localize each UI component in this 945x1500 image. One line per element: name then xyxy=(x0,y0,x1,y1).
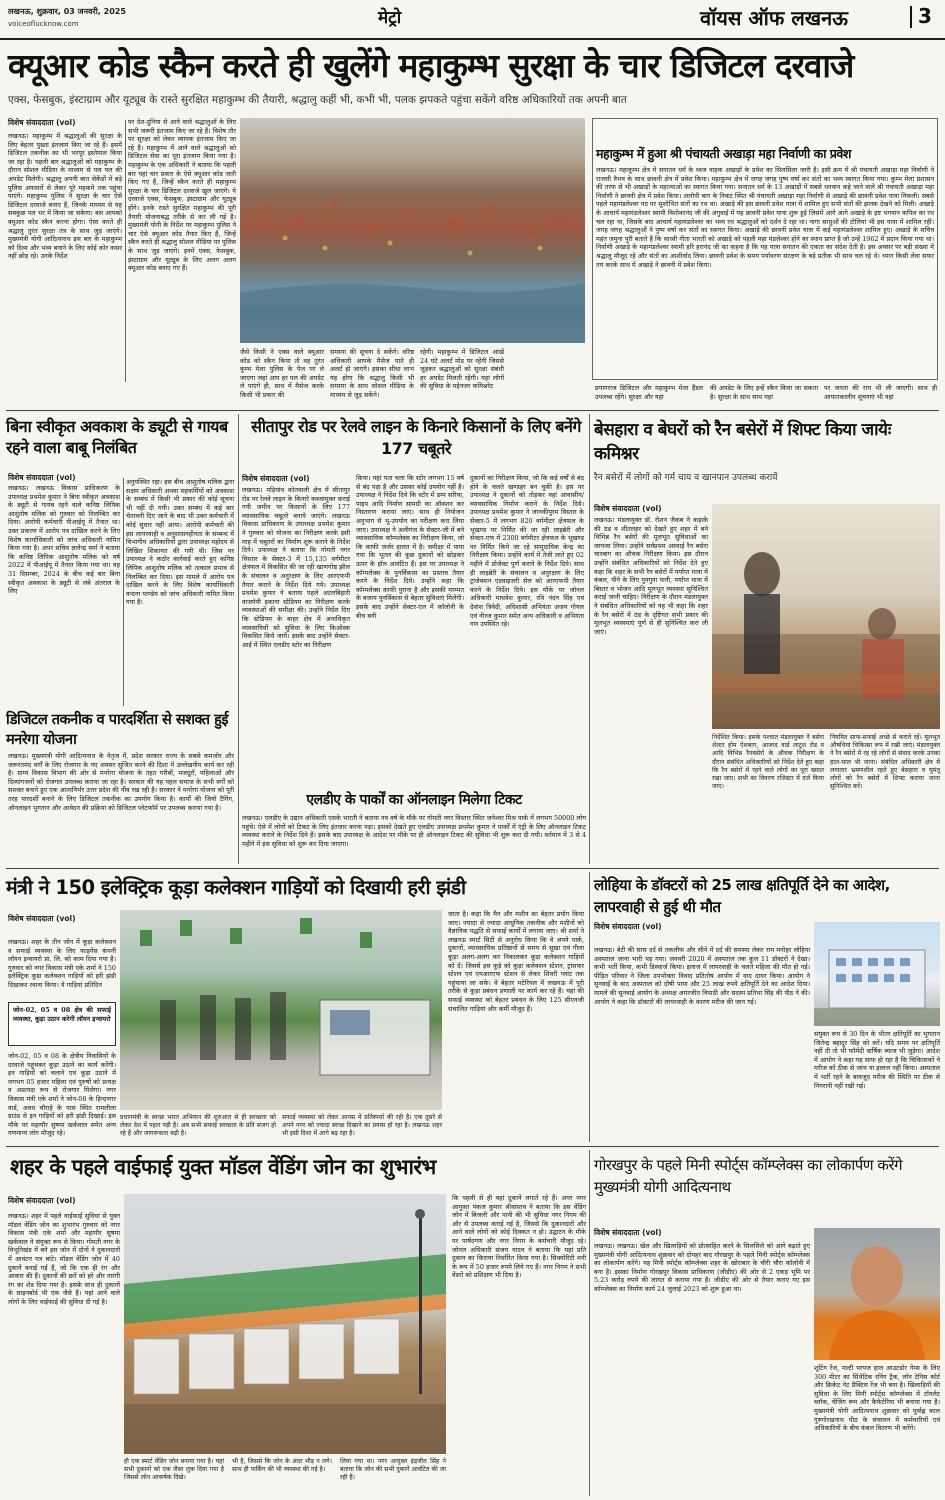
portrait-illustration xyxy=(814,1228,940,1360)
vehicles-pull-box: जोन-02, 05 व 08 क्षेत्र की सफाई व्यवस्था, कूड़ा उठान करेगी लॉयन इन्वायरो xyxy=(8,1002,116,1046)
sitapur-col2: किया। यहां पता चला कि स्टोर लगभग 15 वर्ष से बंद पड़ा है और उसका कोई उपयोग नहीं है। उपाध्यक्ष ने निर्देश दिये कि स्टोर में डम्प सरिया, पाइप आदि निर्माण सामग्री का ऑक्शन कर निस्तारण कराया जाए। साथ ही नियोजन अनुभाग से भू-उपयोग का परीक्षण करा लिया जाए। उपाध्यक्ष ने अलीगंज के सेक्टर-जी में बने व्यावसायिक कॉम्पलेक्स का निरीक्षण किया, जो कि काफी जर्जर हालत में है। समीक्षा में पाया गया कि भूतल की कुछ दुकानों को छोड़कर ऊपर के हॉल आवंटित हैं। इस पर उपाध्यक्ष ने कॉम्पलेक्स के पुनर्विकास का प्रस्ताव तैयार करने के निर्देश दिये। उन्होंने कहा कि कॉम्पलेक्स काफी पुराना है और इसकी मरम्मत के बजाय पुनर्विकास से बेहतर सुविधाएं मिलेंगी। इसके बाद उन्होंने सेक्टर-एल में कॉलोनी के बीच बनी xyxy=(356,474,464,620)
lda-body: लखनऊ। एलडीए के उद्यान अधिकारी एसके भारती ने बताया नव वर्ष के मौके पर गोमती नगर विस्तार स्थित जनेश्वर मिश्र पार्क में लगभग 50000 लोग पहुंचे। ऐसे में लोगों को टिकट के लिए इंतजार करना पड़ा। इसको देखते हुए एलडीए उपाध्यक्ष प्रथमेश कुमार ने पार्कों में एंट्री के लिए ऑनलाइन टिकट व्यवस्था कराने के निर्देश दिये हैं। इसके बाद उपाध्यक्ष के आदेश पर मौके पर ही ऑनलाइन टिकट की सुविधा भी शुरू करा दी गयी। वर्तमान में 3 से 4 महीने में इस सुविधा को शुरू कर दिया जाएगा। xyxy=(242,814,586,848)
sitapur-byline: विशेष संवाददाता (vol) xyxy=(242,474,310,483)
section-name: मेट्रो xyxy=(378,8,402,28)
vending-headline: शहर के पहले वाईफाई युक्त मॉडल वेंडिंग जोन का शुभारंभ xyxy=(10,1155,436,1179)
vending-caption1: ही एक स्मार्ट वेंडिंग जोन बनाया गया है। यहां सभी दुकानों को एक जैसा लुक दिया गया है जिससे जोन आकर्षक दिखे। xyxy=(124,1458,224,1482)
babu-col2: अनुपस्थित रहा। इस बीच आशुतोष मलिक द्वारा सक्षम अधिकारी अथवा सहकर्मियों को अवकाश के सम्बंध में किसी भी प्रकार की कोई सूचना भी नहीं दी गयी। उक्त सम्बंध में कई बार चेतावनी दिए जाने के बाद भी उक्त कर्मचारी में कोई सुधार नहीं आया। आरोपी कर्मचारी की इस लापरवाही व अनुशासनहीनता के सम्बन्ध में विभागीय अधिकारियों द्वारा उपाध्यक्ष महोदय से लिखित शिकायत की गयी थी। जिस पर उपाध्यक्ष ने कठोर कार्रवाई करते हुए कनिष्ठ लिपिक आशुतोष मलिक को तत्काल प्रभाव से निलम्बित कर दिया। इस मामले में आरोप पत्र दाखिल करने के लिए विशेष कार्याधिकारी वन्दना पाण्डेय को जांच अधिकारी नामित किया गया है। xyxy=(126,478,234,607)
left-column-rule xyxy=(238,414,239,864)
mnrega-body: लखनऊ। मुख्यमंत्री योगी आदित्यनाथ के नेतृत्व में, प्रदेश सरकार राज्य के सबसे कमजोर और जरूरतमंद वर्गों के लिए रोजगार के नए अवसर सुजित करने की दिशा में उल्लेखनीय कार्य कर रही है। ग्राम्य विकास विभाग की ओर से मनरेगा योजना के तहत गरीबों, मजदूरों, महिलाओं और दिव्यांगजनों को रोजगार उपलब्ध कराया जा रहा है। सरकार की यह पहल समाज के सभी वर्गों को सशक्त बनाने हुए एक आत्मनिर्भर उत्तर प्रदेश की नींव रख रही है। सरकार ने मनरेगा योजना को पूरी तरह पारदर्शी बनाने के लिए डिजिटल तकनीक का उपयोग किया है। कार्यों की जियो टैगिंग, ऑनलाइन भुगतान और आवेदन की प्रक्रिया को डिजिटल प्लेटफॉर्म पर उपलब्ध कराया गया है। xyxy=(8,752,234,812)
babu-headline: बिना स्वीकृत अवकाश के ड्यूटी से गायब रहने वाला बाबू निलंबित xyxy=(6,417,228,457)
middle-right-rule xyxy=(589,414,590,864)
babu-col-rule xyxy=(123,478,124,706)
sitapur-col1: लखनऊ। मड़ियांव कोतवाली क्षेत्र में सीतापुर रोड पर रेलवे लाइन के किनारे कब्जामुक्त कराई गयी जमीन पर किसानों के लिए 177 व्यावसायिक चबूतरे बनाये जाएंगे। लखनऊ विकास प्राधिकरण के उपाध्यक्ष प्रथमेश कुमार ने गुरुवार को योजना का निरीक्षण करके इसी माह में चबूतरों का निर्माण शुरू कराने के निर्देश दिये। उपाध्यक्ष ने बताया कि गोमती नगर विस्तार के सेक्टर-3 में 15,135 वर्गमीटर क्षेत्रफल में विकसित की जा रही खाणगोष्ठ झील के संचालन व अनुरक्षण के लिए आरएफपी तैयार कराने के निर्देश दिये गये। उपाध्यक्ष प्रथमेश कुमार ने बताया पहले अटलबिहारी वाजपेयी इकाना स्टेडियम का निरीक्षण करके व्यवस्थाओं की समीक्षा की। उन्होंने निर्देश दिए कि स्टेडियम के बाहर क्षेत्र में अनाधिकृत व्यवसायियों को सुविधा के लिए किओस्क विकसित किये जायें। इसके बाद उन्होंने सेक्टर-आई में स्थित एलडीए स्टोर का निरीक्षण xyxy=(242,486,350,649)
vending-caption2: भी है, जिससे कि जोन के अंदर भीड़ न लगे। साथ ही पार्किंग की भी व्यवस्था की गई है। xyxy=(232,1458,332,1474)
vehicles-col3: जाता है। कहा कि मैन और मशीन का बेहतर प्रयोग किया जाए। ज्यादा से ज्यादा आधुनिक तकनीक और मशीनों को वैज्ञानिक पद्धति से सफाई कार्यों में लगाया जाए। श्री शर्मा ने लखनऊ स्मार्ट सिटी से अनुरोध किया कि वे अपने पार्क, दुकानों, व्यावसायिक प्रतिष्ठानों से समय से सूखा एवं गीला कूड़ा अलग-अलग कर निकालकर कूड़ा कलेक्शन गाड़ियों को दें। जिससे इस कूड़े को कूड़ा कलेक्शन स्टेशन, ट्रांसफर स्टेशन एवं एमआरएफ स्टेशन से लेकर शिवरी प्लांट तक पहुंचाया जा सके। वे बेहतर मटेरियल में लखनऊ में पूरी तरीके से कूड़ा प्रबंधन प्रणाली पर कार्य कर रहे हैं। यहां की सफाई व्यवस्था को बेहतर प्रबंधन के लिए 125 सीएनजी संचालित गाड़ियां और कर्मी मौजूद हैं। xyxy=(448,910,584,1013)
rain-basera-caption2: नियमित साफ-सफाई अच्छे से कराते रहें। मूलभूत औषधियां चिकित्सा रूप में रखी जाएं। मंडलायुक्त ने रैन बसेरों में रह रहे लोगों से संवाद करके उनका हाल-चाल भी जाना। संबंधित अधिकारी क्षेत्र में लगातार भ्रमणशील रहते हुए बेसहारा व घुमंतू लोगों को रैन बसेरों में शिफ्ट कराया जाना सुनिश्चित करें। xyxy=(830,734,940,791)
vending-col1: लखनऊ। शहर में पहले वाईफाई सुविधा से युक्त मॉडल वेंडिंग जोन का शुभारंभ गुरुवार को नगर विकास मंत्री एके शर्मा और महापौर सुषमा खर्कवाल ने संयुक्त रूप से किया। गोमती नगर के विभूतिखंड में बने इस जोन में दोनों ने दुकानदारों में आवंटन पत्र बांटे। मॉडल वेंडिंग जोन में 40 दुकानें बनाई गई हैं, जो कि एक ही रंग और आकार की हैं। दुकानों की छतें को हरे और नारंगी रंग का शेड दिया गया है। इसके साथ ही दुकानों के साइनबोर्ड भी एक जैसे हैं। यहां आने वाले लोगों के लिए वाईफाई की सुविधा दी गई है। xyxy=(8,1212,120,1306)
vehicles-headline: मंत्री ने 150 इलेक्ट्रिक कूड़ा कलेक्शन गाड़ियों को दिखायी हरी झंडी xyxy=(6,876,466,899)
flag-off-illustration xyxy=(120,910,442,1110)
crowd-illustration xyxy=(240,118,585,343)
vending-col3: कि पहली से ही वहां दुकानें लगाते रहे हैं। अपर नगर आयुक्त पंकज कुमार श्रीवास्तव ने बताया कि इस वेंडिंग जोन में बिजली और पानी की भी सुविधा नगर निगम की ओर से उपलब्ध कराई गई है, जिससे कि दुकानदारों और आने वाले लोगों को कोई दिक्कत न हो। उद्घाटन के मौके पर पार्षदगण और नगर निगम के कर्मचारी मौजूद रहे। जोनल अधिकारी संजय यादव ने बताया कि यहां प्रति दुकान का किराया निर्धारित किया गया है। सिक्योरिटी मनी के रूप में 50 हजार रुपये लिये गए हैं। नगर निगम ने सभी वेंडरों को प्रशिक्षण भी दिया है। xyxy=(452,1194,586,1280)
lead-below-col6: पर जनता की राय भी ली जाएगी। साथ ही आपातकालीन सूचनाएं भी यहां xyxy=(824,384,937,401)
lead-byline: विशेष संवाददाता (vol) xyxy=(8,118,76,127)
lead-below-col1: जैसे किसी ने एक्स वाले क्यूआर कोड को स्कैन किया तो वह तुरंत कुम्भ मेला पुलिस के पेज पर ले जाएगा जहां आप हर पल की अपडेट ले पाएंगे ही, साथ में मैसेज करके किसी भी प्रकार की xyxy=(240,348,324,399)
lead-below-col3: रहेगी। महाकुम्भ में डिजिटल आंखें 24 घंटे अलर्ट मोड पर रहेंगी जिससे जुड़कर श्रद्धालुओं को सुरक्षा संबंधी हर अपडेट मिलती रहेगी। यहां लोगों की सुविधा के मद्देनजर कमिश्नरेट xyxy=(420,348,504,391)
vending-caption3: लिया गया था। नगर आयुक्त इंद्रजीत सिंह ने बताया कि जोन की सभी दुकानें आवंटित की जा रही हैं। xyxy=(340,1458,446,1482)
vehicles-byline: विशेष संवाददाता (vol) xyxy=(8,914,76,923)
vending-byline: विशेष संवाददाता (vol) xyxy=(8,1196,76,1205)
babu-col1: लखनऊ। लखनऊ विकास प्राधिकरण के उपाध्यक्ष प्रथमेश कुमार ने बिना स्वीकृत अवकाश के ड्यूटी से गायब रहने वाले कनिष्ठ लिपिक आशुतोष मलिक को गुरुवार को निलम्बित कर दिया। आरोपी कर्मचारी पीआईयू में तैनात था। उक्त प्रकरण में आरोप पत्र दाखिल करने के लिए विशेष कार्याधिकारी को जांच अधिकारी नामित किया गया है। अपर सचिव ज्ञानेन्द्र वर्मा ने बताया कि कनिष्ठ लिपिक आशुतोष मलिक को वर्ष 2022 में पीआईयू में तैनात किया गया था। वह 31 दिसम्बर, 2024 के बीच कई बार बिना स्वीकृत अवकाश के ड्यूटी से लंबे अंतराल के लिए xyxy=(8,484,120,596)
date-line: लखनऊ, शुक्रवार, 03 जनवरी, 2025 xyxy=(8,7,126,16)
rain-basera-byline: विशेष संवाददाता (vol) xyxy=(594,504,662,513)
sports-col1: लखनऊ। लखनऊ। खेल और खिलाड़ियों को प्रोत्साहित करने के सिलसिले को आगे बढ़ाते हुए मुख्यमंत्री योगी आदित्यनाथ शुक्रवार को दोपहर बाद गोरखपुर के पहले मिनी स्पोर्ट्स कॉम्प्लेक्स का लोकार्पण करेंगे। यह मिनी स्पोर्ट्स कॉम्प्लेक्स शहर के खोराबार के चौरी चौरा कॉलोनी में बना है। इसका निर्माण गोरखपुर विकास प्राधिकरण (जीडीए) की ओर से 2 एकड़ भूमि पर 5.23 करोड़ रुपये की लागत से कराया गया है। जीडीए की ओर से तैयार कराए गए इस कॉम्प्लेक्स का निर्माण कार्य 24 जुलाई 2023 को शुरू हुआ था। xyxy=(594,1242,810,1293)
sitapur-headline: सीतापुर रोड पर रेलवे लाइन के किनारे किसानों के लिए बनेंगे 177 चबूतरे xyxy=(251,417,581,458)
page-divider xyxy=(910,6,912,28)
vehicles-caption-a: प्रधानमंत्री के स्वच्छ भारत अभियान की शुरुआत से ही स्वच्छता को लेकर देश में पहल पड़ी है। अब सभी सफाई स्वच्छता के प्रति सजग हो रहे हैं और जागरूकता बढ़ी है। xyxy=(120,1114,276,1138)
shelter-illustration xyxy=(712,504,940,729)
hospital-photo xyxy=(814,922,940,1026)
lead-col1: लखनऊ। महाकुम्भ में श्रद्धालुओं की सुरक्षा के लिए बेहतर पुख्ता इंतजाम किए जा रहे हैं। इसमें डिजिटल तकनीक का भी भरपूर इस्तेमाल किया जा रहा है। पहली बार श्रद्धालुओं को महाकुम्भ के दौरान सोशल मीडिया के माध्यम से पल पल की अपडेट मिलेगी। श्रद्धालु अपनी बात सेकेंडों में बड़े पुलिस अफसरों से लेकर पूरे महकमे तक पहुंचा पाएंगे। महाकुम्भ पुलिस ने सुरक्षा के चार ऐसे डिजिटल दरवाजे बनाए हैं, जिनके माध्यम से यह सबकुछ पल भर में किया जा सकेगा। बस आपको क्यूआर कोड स्कैन करना होगा। ऐसा करते ही श्रद्धालु तुरंत सुरक्षा तंत्र के साथ जुड़ जाएंगे। मुख्यमंत्री योगी आदित्यनाथ इस बार के महाकुम्भ को दिव्य और भव्य बनाने के लिए कोई कोर कसर नहीं छोड़ रहे। उनके निर्देश xyxy=(8,132,122,261)
lead-col-rule xyxy=(125,120,126,382)
lower-mid-rule xyxy=(589,872,590,1142)
lead-below-col5: की अपडेट के लिए इन्हें स्कैन किया जा सकता है। सुरक्षा के साथ साथ यहां xyxy=(710,384,818,401)
rain-basera-subhead: रैन बसेरों में लोगों को गर्म चाय व खानपान उपलब्ध करायें xyxy=(594,473,778,483)
rain-basera-photo xyxy=(712,504,940,729)
lohia-headline: लोहिया के डॉक्टरों को 25 लाख क्षतिपूर्ति देने का आदेश, लापरवाही से हुई थी मौत xyxy=(594,876,890,916)
mnrega-headline: डिजिटल तकनीक व पारदर्शिता से सशक्त हुई मनरेगा योजना xyxy=(6,712,228,748)
kumbh-crowd-photo xyxy=(240,118,585,343)
lda-headline: एलडीए के पार्कों का ऑनलाइन मिलेगा टिकट xyxy=(306,792,522,808)
lead-below-col4: प्रयागराज डिजिटल और महाकुम्भ मेला हैंडल उपलब्ध रहेंगे। सुरक्षा और यहां xyxy=(595,384,703,401)
sports-headline: गोरखपुर के पहले मिनी स्पोर्ट्स कॉम्प्लेक्स का लोकार्पण करेंगे मुख्यमंत्री योगी आदित्यनाथ xyxy=(594,1156,903,1196)
lead-headline: क्यूआर कोड स्कैन करते ही खुलेंगे महाकुम्भ सुरक्षा के चार डिजिटल दरवाजे xyxy=(8,46,854,85)
vending-illustration xyxy=(124,1194,446,1454)
page-number: 3 xyxy=(918,4,932,28)
lower-rule xyxy=(6,1146,939,1147)
vehicles-col1: लखनऊ। शहर के तीन जोन में कूड़ा कलेक्शन व सफाई व्यवस्था के लिए फाइनेंस कंपनी लॉयन इन्वायरो प्रा. लि. को काम दिया गया है। गुरुवार को नगर विकास मंत्री एके शर्मा ने 150 इलेक्ट्रिक कूड़ा कलेक्शन गाड़ियों को हरी झंडी दिखाकर रवाना किया। ये गाड़ियां प्रतिदिन xyxy=(8,938,116,989)
lead-col2: पर देश-दुनिया से आने वाले श्रद्धालुओं के लिए सभी जरूरी इंतजाम किए जा रहे हैं। विशेष तौर पर सुरक्षा को लेकर व्यापक इंतजाम किए जा रहे हैं। महाकुम्भ में आने वाले श्रद्धालुओं को डिजिटल सेवा का पूरा इंतजाम किया गया है। महाकुम्भ के एक अधिकारी ने बताया कि पहली बार यहां चार प्रकार के ऐसे क्यूआर कोड जारी किए गए हैं, जिन्हें स्कैन करते ही महाकुम्भ सुरक्षा के चार डिजिटल दरवाजे खुल जाएंगे। ये दरवाजे एक्स, फेसबुक, इंस्टाग्राम और यूट्यूब होंगे। इनके रास्ते सुरक्षित महाकुम्भ की पूरी तैयारी योजनाबद्ध तरीके से कर ली गई है। मुख्यमंत्री योगी के निर्देश पर महाकुम्भ पुलिस ने चार ऐसे क्यूआर कोड तैयार किए हैं, जिन्हें स्कैन करते ही श्रद्धालु सोशल मीडिया पर पुलिस के साथ जुड़ जाएंगे। इनमें एक्स, फेसबुक, इंस्टाग्राम और यूट्यूब के लिए अलग अलग क्यूआर कोड बनाए गए हैं। xyxy=(128,118,236,273)
cm-portrait-photo xyxy=(814,1228,940,1360)
vending-zone-photo xyxy=(124,1194,446,1454)
sports-byline: विशेष संवाददाता (vol) xyxy=(594,1228,662,1237)
lead-below-col2: समस्या की सूचना दे सकेंगे। वरिष्ठ अधिकारी आपके मैसेज पाते ही अलर्ट हो जाएंगे। इसका सीधा लाभ यह होगा कि श्रद्धालु किसी भी समस्या के साथ सोशल मीडिया के माध्यम से जुड़ सकेंगे। xyxy=(330,348,414,399)
hospital-illustration xyxy=(814,922,940,1026)
rain-basera-caption1: निर्देशित किया। इसके पश्चात मंडलायुक्त ने बसेरा शेल्टर होम ऐशबाग, आजाद वार्ड लाटूश रोड व आदि विभिन्न रैनबसेरों के औचक निरीक्षण के दौरान संबंधित अधिकारियों को निर्देश देते हुए कहा कि रैन बसेरों में रहने वाले लोगों का पूरा ख्याल रखा जाए। सभी का विवरण रजिस्टर में दर्ज किया जाए। xyxy=(712,734,824,791)
rain-basera-col1: लखनऊ। मंडलायुक्त डॉ. रोशन जैकब ने कड़ाके की ठंड व शीतलहर को देखते हुए शहर में बने विभिन्न रैन बसेरों की मूलभूत सुविधाओं का जायजा लिया। उन्होंने सर्वप्रथम अस्थाई रैन बसेरा चारबाग का औचक निरीक्षण किया। इस दौरान उन्होंने संबंधित अधिकारियों को निर्देश देते हुए कहा कि शहर के सभी रैन बसेरों में पर्याप्त मात्रा में कंबल, पीने के लिए गुनगुना पानी, पर्याप्त मात्रा में बिस्तर व भोजन आदि मूलभूत व्यवस्था सुनिश्चित कराई जानी चाहिए। निरीक्षण के दौरान मंडलायुक्त ने संबंधित अधिकारियों को यह भी कहा कि शहर के रैन बसेरों में ठंड के दृष्टिगत सभी प्रकार की मूलभूत व्यवस्थाएं पूर्ण से ही सुनिश्चित करा ली जाएं। xyxy=(594,516,708,636)
bottom-mid-rule xyxy=(589,1150,590,1496)
sports-col2: शूटिंग रेंज, मल्टी परपज हाल आउटडोर गेम्स के लिए 300 मीटर का सिंथेटिक रनिंग ट्रैक, लॉन टेनिस कोर्ट और क्रिकेट नेट प्रैक्टिस रेंज भी बना है। खिलाड़ियों की सुविधा के लिए मिनी स्पोर्ट्स कॉम्प्लेक्स में टॉयलेट ब्लॉक, चेंजिंग रूम और कैफेटेरिया भी बनाया गया है। मुख्यमंत्री योगी आदित्यनाथ शुक्रवार को पूर्वाह्न काल गुरुगोरखनाथ पीठ के संचालन में कर्मचारियों एवं अधिकारियों के बीच कंबल वितरण भी करेंगे। xyxy=(814,1364,940,1433)
akhada-body: लखनऊ। महाकुम्भ क्षेत्र में सनातन धर्म के ध्वज वाहक अखाड़ों के प्रवेश का सिलसिला जारी है। इसी क्रम में श्री पंचायती अखाड़ा महा निर्वाणी ने राजसी वैभव के साथ छावनी क्षेत्र में प्रवेश किया। महाकुम्भ क्षेत्र में जगह जगह पुष्प वर्षा कर संतों का भव्य स्वागत किया गया। कुम्भ मेला प्रशासन की तरफ से भी अखाड़ों के महात्माओं का स्वागत किया गया। सनातन धर्म के 13 अखाड़ों में सबसे धनवान कहे जाने वाले श्री पंचायती अखाड़ा महा निर्वाणी ने छावनी क्षेत्र में प्रवेश किया। अलोपी बाग के निकट स्थित श्री पंचायती अखाड़ा महा निर्वाणी से अखाड़े की छावनी प्रवेश यात्रा निकली। सबसे पहले महामंडलेश्वर पद पर सुशोभित संतों का रथ था। अखाड़े की इस छावनी प्रवेश यात्रा में शामिल हुए सभी संतों की झलक देखने को मिली। अखाड़े के आचार्य महामंडलेश्वर स्वामी विशोकानंद जी की अगुवाई में यह छावनी प्रवेश यात्रा शुरू हुई जिसमें आगे आगे अखाड़े के इष्ट भगवान कपिल का रथ चल रहा था, जिसके बाद आचार्य महामंडलेश्वर का भव्य रथ श्रद्धालुओं को दर्शन दे रहा था। नागा साधुओं की टोलियां भी इस यात्रा में शामिल रहीं। जगह जगह श्रद्धालुओं ने पुष्प वर्षा कर संतों का स्वागत किया। अखाड़े की छावनी प्रवेश यात्रा में कई महामंडलेश्वर शामिल हुए। अखाड़े के सचिव महंत जमुना पुरी बताते हैं कि साध्वी गीता भारती को अखाड़े को पहली महा मंडलेश्वर होने का स्थान प्राप्त है जो उन्हें 1962 में प्रदान किया गया था। निर्वाणी अखाड़े के महामंडलेश्वर स्वामी हरि हरानंद जी का कहना है कि यह यात्रा सनातन की एकता का संदेश देती है। इस अवसर पर बड़ी संख्या में श्रद्धालु मौजूद रहे और संतों का आशीर्वाद लिया। छावनी प्रवेश के समय पर्यावरण संरक्षण के बड़े प्रतीक भी साथ चल रहे थे। ध्यान किसी लेवा सफर तय करके साथ में अखाड़े ने छावनी में प्रवेश किया। xyxy=(596,166,934,269)
lead-bottom-rule xyxy=(6,410,939,411)
vehicles-caption-b: सफाई व्यवस्था को लेकर आपस में प्रतिस्पर्धा की रही है। एक दूसरे से अपने नगर को ज्यादा स्वच्छ दिखाने का प्रयास हो रहा है। लखनऊ शहर भी इसी दिशा में आगे बढ़ रहा है। xyxy=(282,1114,442,1138)
lohia-col1: लखनऊ। बेटी की सास दर्द से तकलीफ और सीने में दर्द की समस्या लेकर राम मनोहर लोहिया अस्पताल जाना भारी पड़ गया। जनवरी 2020 में अस्पताल तक कुल 11 डॉक्टरों ने देखा। कभी भर्ती किया, कभी डिस्चार्ज किया। इलाज में लापरवाही के चलते महिला की मौत हो गई। पीड़ित परिवार ने जिला उपभोक्ता विवाद प्रतितोष आयोग में वाद दायर किया। आयोग ने सुनवाई के बाद अस्पताल को दोषी पाया और 25 लाख रुपये क्षतिपूर्ति देने का आदेश दिया। मामले की सुनवाई आयोग के अध्यक्ष अमरजीत त्रिपाठी और सदस्य प्रतिभा सिंह की पीठ ने की। आयोग ने कहा कि डॉक्टरों की लापरवाही के कारण मरीज की जान गई। xyxy=(594,946,810,1006)
masthead xyxy=(0,0,945,40)
babu-byline: विशेष संवाददाता (vol) xyxy=(8,473,76,482)
website: voiceoflucknow.com xyxy=(8,20,79,28)
mid-rule xyxy=(6,868,939,869)
flag-off-photo xyxy=(120,910,442,1110)
lead-subhead: एक्स, फेसबुक, इंस्टाग्राम और यूट्यूब के रास्ते सुरक्षित महाकुम्भ की तैयारी, श्रद्धालु कहीं भी, कभी भी, पलक झपकते पहुंचा सकेंगे वरिष्ठ अधिकारियों तक अपनी बात xyxy=(8,94,627,106)
rain-basera-headline: बेसहारा व बेघरों को रैन बसेरों में शिफ्ट किया जायेः कमिश्नर xyxy=(594,420,891,464)
sitapur-col3: दुकानों का निरीक्षण किया, जो कि कई वर्षों से बंद होने के चलते खण्डहर बन चुकी है। इस पर उपाध्यक्ष ने दुकानों को तोड़कर वहां आवासीय/व्यावसायिक निर्माण कराने के निर्देश दिये। उपाध्यक्ष प्रथमेश कुमार ने जानकीपुरम विस्तार के सेक्टर-5 में लगभग 820 वर्गमीटर क्षेत्रफल के भूखण्ड पर निर्मित की जा रही लाइब्रेरी और सेक्टर-एफ में 2300 वर्गमीटर क्षेत्रफल के भूखण्ड पर निर्मित किये जा रहे सामुदायिक केन्द्र का निरीक्षण किया। उन्होंने कार्य में तेजी लाते हुए 02 महीने में प्रोजेक्ट पूर्ण कराने के निर्देश दिये। साथ ही लाइब्रेरी के संचालन व अनुरक्षण के लिए ट्रांजेक्शन एडवाइजरी सेल को आरएफपी तैयार करने के निर्देश दिये। इस मौके पर जोनल अधिकारी माधवेश कुमार, रवि नंदन सिंह एवं देवांश त्रिवेदी, अधिशासी अभियंता अजय गोयल एवं नीरज कुमार समेत अन्य अधिकारी व अभियंता गण उपस्थित रहे। xyxy=(470,474,585,629)
lohia-col2: संयुक्त रूप से 30 दिन के भीतर क्षतिपूर्ति का भुगतान जितेन्द्र बहादुर सिंह को करें। यदि समय पर क्षतिपूर्ति नहीं दी तो भी फॉर्मदी वार्षिक ब्याज भी जुड़ेगा। आदेश में आयोग ने कहा यह साफ हो रहा है कि चिकित्सकों ने मरीज को ठीक से जांच या इलाज नहीं किया। अस्पताल में भर्ती रहने के बावजूद मरीज की स्थिति पर ठीक से निगरानी नहीं रखी गई। xyxy=(814,1030,940,1090)
lohia-byline: विशेष संवाददाता (vol) xyxy=(594,922,662,931)
vehicles-col1b: जोन-02, 05 व 08 के क्षेत्रीय निवासियों के दरवाजे पहुंचकर कूड़ा उठाने का कार्य करेंगी। इन गाड़ियों को चलाने एवं कूड़ा उठाने में लगभग 05 हजार महिला एवं पुरुषों को प्रत्यक्ष व अप्रत्यक्ष रूप से रोजगार मिलेगा। नगर विकास मंत्री एके शर्मा ने जोन-08 के हिन्दनगर वार्ड, अवध चौराहे के पास स्थित रामलीला ग्राउंड से इन गाड़ियों को हरी झंडी दिखाई। इस मौके पर महापौर सुषमा खर्कवाल समेत अन्य गणमान्य लोग मौजूद रहे। xyxy=(8,1052,116,1138)
paper-name: वॉयस ऑफ लखनऊ xyxy=(700,6,848,30)
akhada-headline: महाकुम्भ में हुआ श्री पंचायती अखाड़ा महा निर्वाणी का प्रवेश xyxy=(596,146,851,161)
